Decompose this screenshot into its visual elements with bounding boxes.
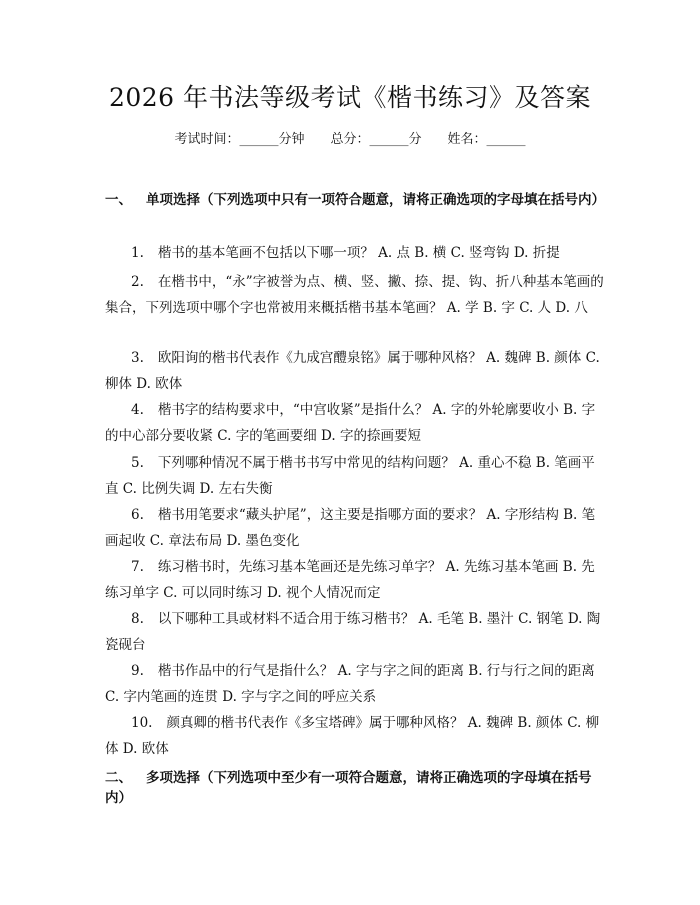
section-heading-multiple-choice (105, 768, 605, 808)
question-item (105, 554, 605, 606)
student-name-label: 姓名：______ (447, 132, 526, 147)
question-item (105, 658, 605, 710)
section-heading-single-choice (105, 190, 605, 210)
question-item (105, 345, 605, 397)
question-item (105, 606, 605, 658)
question-number: 7. (131, 559, 144, 575)
question-text: 颜真卿的楷书代表作《多宝塔碑》属于哪种风格？ A. 魏碑 B. 颜体 C. 柳体 D. 欧体 (105, 715, 600, 757)
section-number: 一、 (105, 192, 132, 208)
exam-time-label: 考试时间：______分钟 (174, 132, 305, 147)
total-score-label: 总分：______分 (330, 132, 422, 147)
question-item (105, 240, 605, 266)
question-number: 4. (131, 402, 144, 418)
question-number: 3. (131, 350, 144, 366)
question-text: 在楷书中，“永”字被誉为点、横、竖、撇、捺、提、钩、折八种基本笔画的集合，下列选项中哪个字也常被用来概括楷书基本笔画？ A. 学 B. 字 C. 人 D. 八 (105, 274, 604, 316)
question-number: 1. (131, 245, 144, 261)
question-number: 6. (131, 507, 144, 523)
question-text: 楷书的基本笔画不包括以下哪一项？ A. 点 B. 横 C. 竖弯钩 D. 折提 (157, 245, 560, 261)
question-item (105, 710, 605, 762)
question-number: 9. (131, 663, 144, 679)
section-title: 多项选择（下列选项中至少有一项符合题意，请将正确选项的字母填在括号内） (105, 770, 592, 806)
question-item (105, 450, 605, 502)
question-text: 欧阳询的楷书代表作《九成宫醴泉铭》属于哪种风格？ A. 魏碑 B. 颜体 C. 柳体 D. 欧体 (105, 350, 600, 392)
exam-meta-line (0, 130, 700, 150)
question-text: 以下哪种工具或材料不适合用于练习楷书？ A. 毛笔 B. 墨汁 C. 钢笔 D. 陶瓷砚台 (105, 611, 601, 653)
question-text: 下列哪种情况不属于楷书书写中常见的结构问题？ A. 重心不稳 B. 笔画平直 C. 比例失调 D. 左右失衡 (105, 455, 595, 497)
question-text: 楷书字的结构要求中，“中宫收紧”是指什么？ A. 字的外轮廓要收小 B. 字的中心部分要收紧 C. 字的笔画要细 D. 字的捺画要短 (105, 402, 596, 444)
page-title: 2026 年书法等级考试《楷书练习》及答案 (108, 83, 592, 112)
question-number: 8. (131, 611, 144, 627)
question-number: 10. (131, 715, 153, 731)
question-item (105, 502, 605, 554)
question-number: 2. (131, 274, 144, 290)
question-text: 练习楷书时，先练习基本笔画还是先练习单字？ A. 先练习基本笔画 B. 先练习单字 C. 可以同时练习 D. 视个人情况而定 (105, 559, 595, 601)
section-title: 单项选择（下列选项中只有一项符合题意，请将正确选项的字母填在括号内） (146, 192, 605, 208)
question-text: 楷书用笔要求“藏头护尾”，这主要是指哪方面的要求？ A. 字形结构 B. 笔画起收 C. 章法布局 D. 墨色变化 (105, 507, 596, 549)
question-number: 5. (131, 455, 144, 471)
section-number: 二、 (105, 770, 132, 786)
question-item (105, 397, 605, 449)
question-text: 楷书作品中的行气是指什么？ A. 字与字之间的距离 B. 行与行之间的距离 C. 字内笔画的连贯 D. 字与字之间的呼应关系 (105, 663, 595, 705)
question-item (105, 269, 605, 321)
